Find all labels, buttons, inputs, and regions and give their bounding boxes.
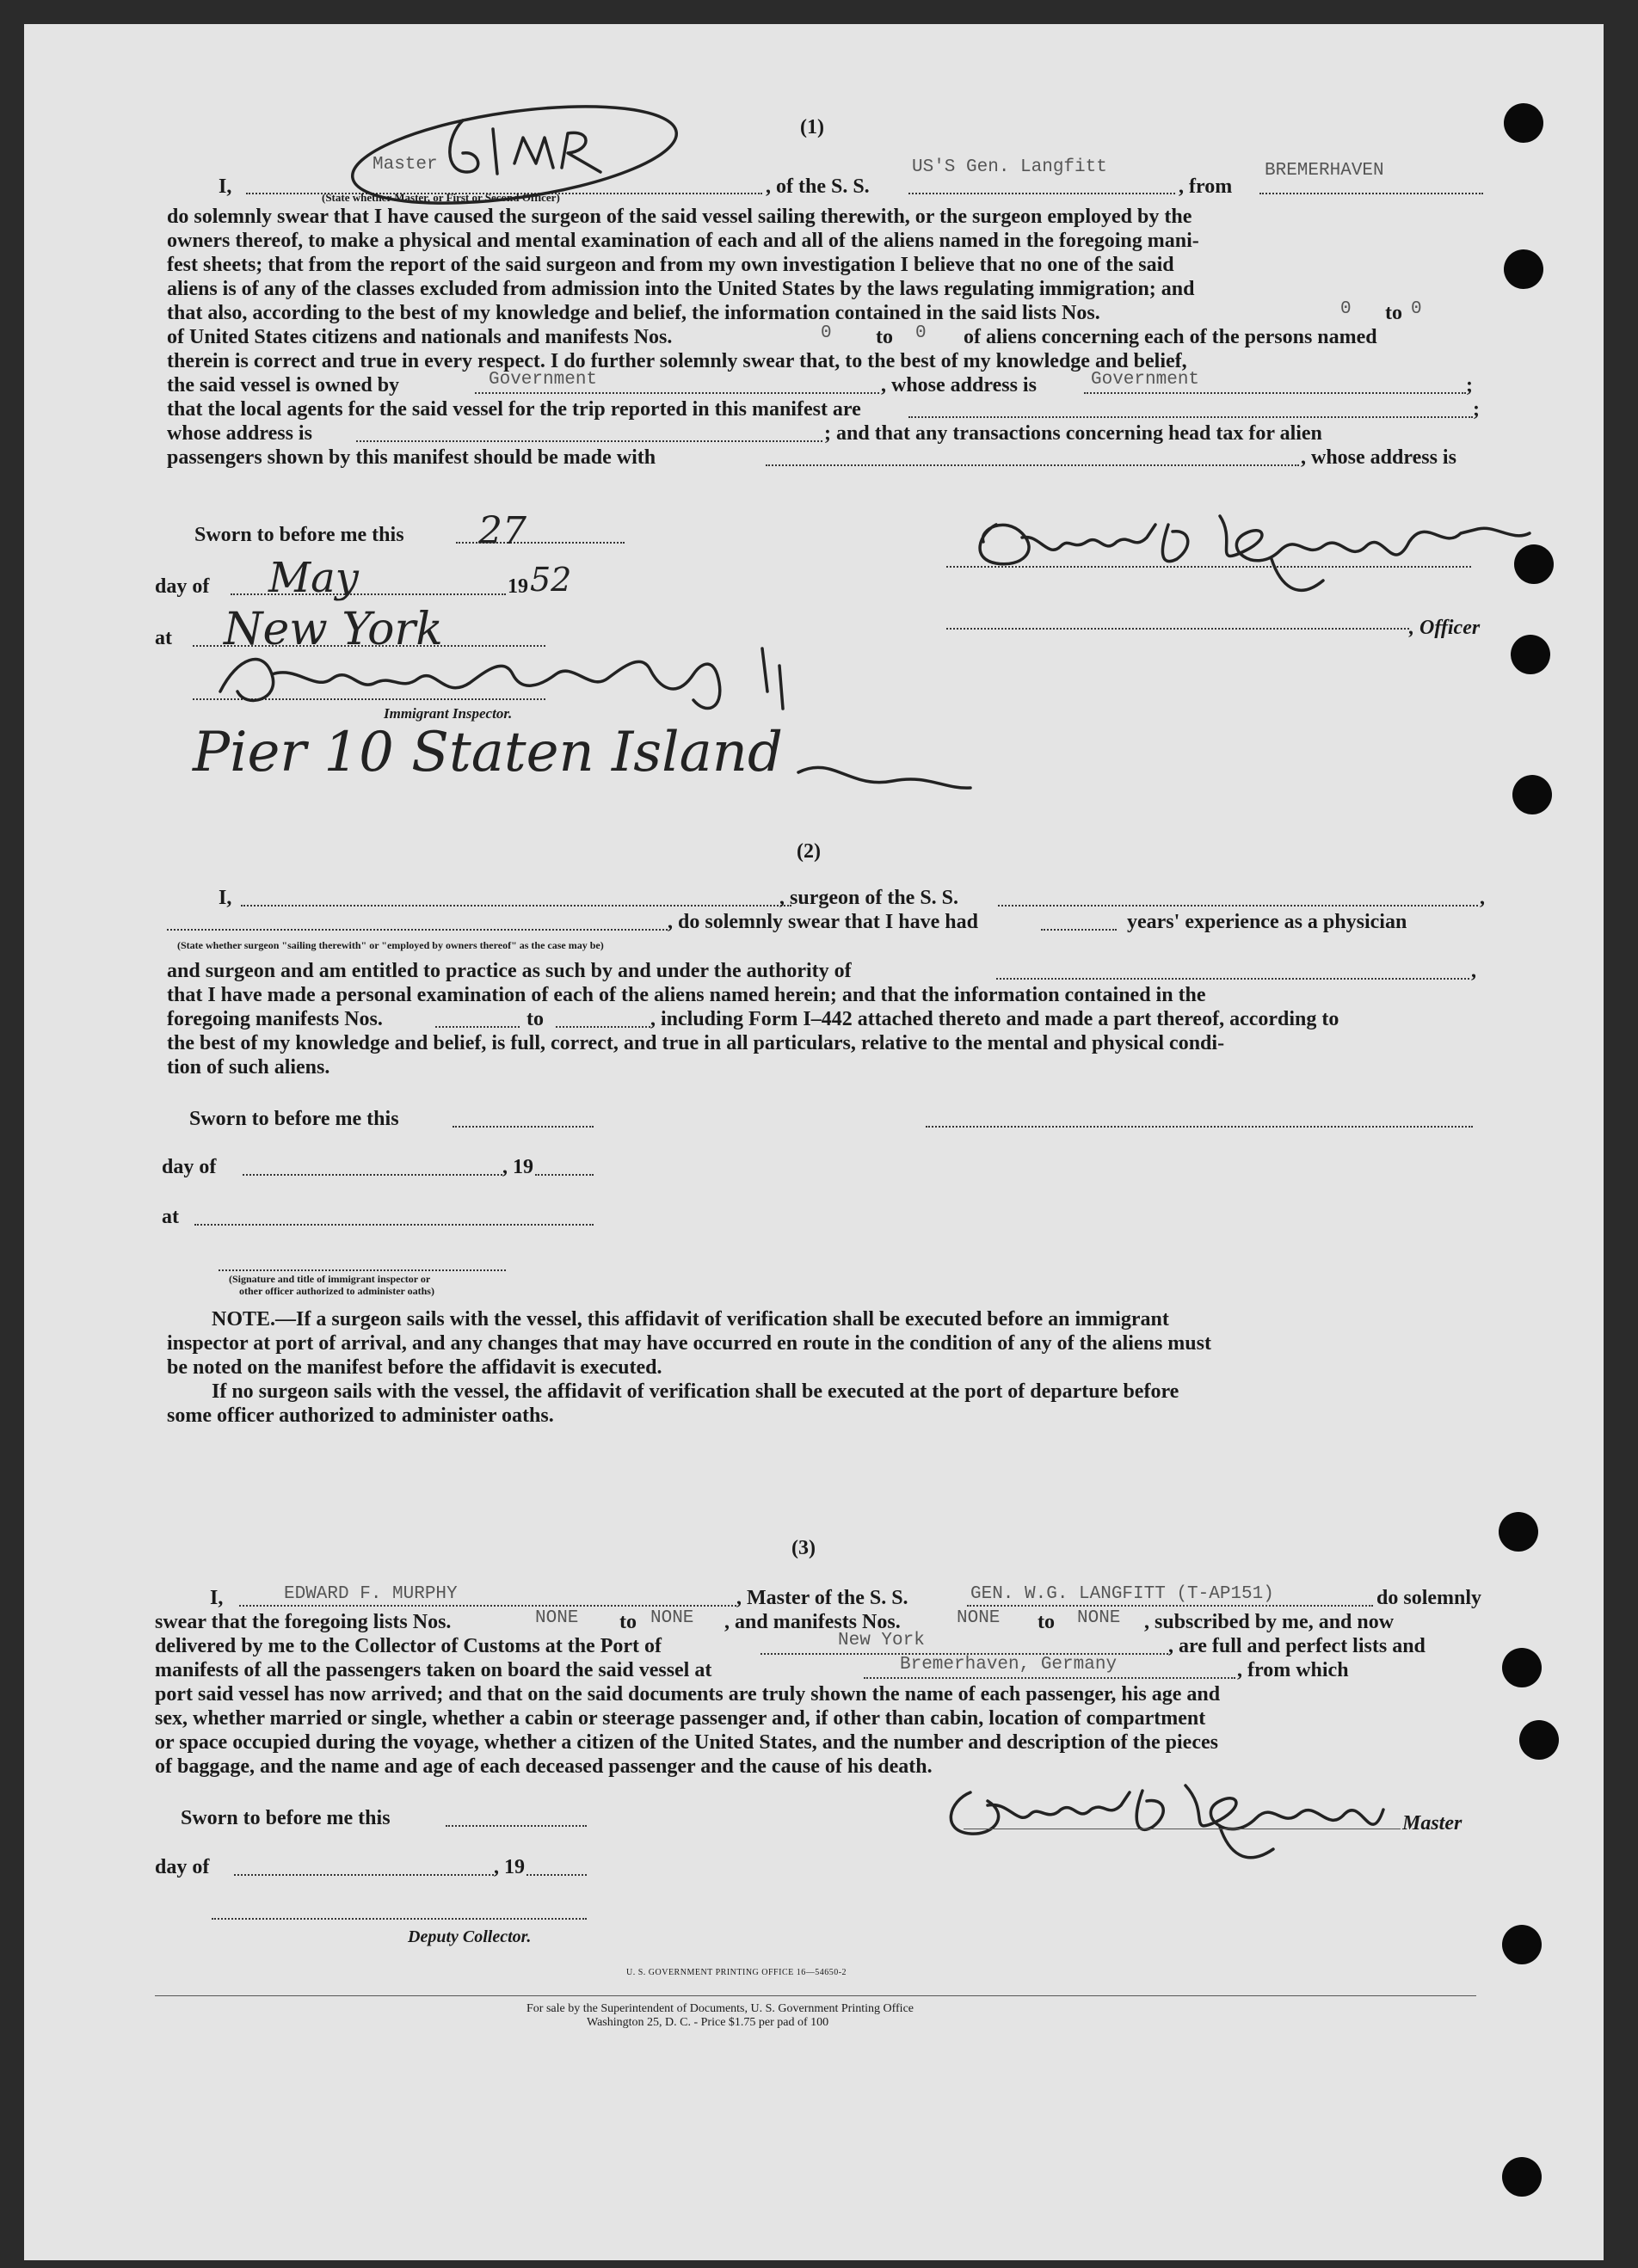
s2-sig-caption-2: other officer authorized to administer oaths) — [239, 1285, 434, 1297]
s3-line-7: or space occupied during the voyage, whether a citizen of the United States, and the number and description of the pieces — [155, 1731, 1218, 1754]
s2-day-of-label: day of — [162, 1156, 217, 1178]
s3-year-line — [526, 1874, 587, 1876]
agents-address-line — [356, 440, 822, 442]
s1-line-9: that the local agents for the said vessel for the trip reported in this manifest are — [167, 398, 861, 421]
section-2-i: I, — [219, 887, 232, 909]
owner-value: Government — [489, 370, 598, 390]
circled-annotation — [342, 103, 687, 241]
surgeon-of-label: , surgeon of the S. S. — [779, 887, 959, 909]
master-caption: Master — [1402, 1812, 1462, 1835]
officer-caption: , Officer — [1409, 617, 1481, 639]
manifests-to-label: to — [876, 326, 893, 348]
binder-hole — [1502, 1925, 1542, 1964]
s2-line-5: tion of such aliens. — [167, 1056, 330, 1079]
vessel-line — [908, 193, 1175, 194]
s3-lists-from: NONE — [535, 1608, 579, 1628]
s2-manifests-from-line — [435, 1026, 520, 1028]
note-line-1: NOTE.—If a surgeon sails with the vessel, this affidavit of verification shall be executed before an immigrant — [212, 1308, 1169, 1331]
note-line-3: be noted on the manifest before the affidavit is executed. — [167, 1356, 662, 1379]
s3-line-4a: manifests of all the passengers taken on board the said vessel at — [155, 1659, 712, 1681]
s1-line-3: fest sheets; that from the report of the said surgeon and from my own investigation I believe that no one of the said — [167, 254, 1174, 276]
agents-semicolon: ; — [1473, 398, 1480, 421]
s3-manifests-from: NONE — [957, 1608, 1001, 1628]
s1-at-label: at — [155, 627, 172, 649]
s3-dep-port-value: Bremerhaven, Germany — [900, 1655, 1118, 1675]
s1-sworn-label: Sworn to before me this — [194, 524, 404, 546]
lists-from: 0 — [1340, 299, 1352, 319]
note-line-4: If no surgeon sails with the vessel, the affidavit of verification shall be executed at the port of departure before — [212, 1380, 1179, 1403]
s1-line-8: the said vessel is owned by — [167, 374, 400, 396]
s1-year-prefix: 19 — [508, 575, 528, 598]
s3-line-8: of baggage, and the name and age of each deceased passenger and the cause of his death. — [155, 1755, 933, 1778]
lists-to-label: to — [1385, 302, 1402, 324]
of-ss-label: , of the S. S. — [766, 175, 870, 198]
s3-lists-to: NONE — [650, 1608, 694, 1628]
s3-vessel-value: GEN. W.G. LANGFITT (T-AP151) — [970, 1584, 1274, 1604]
binder-hole — [1504, 103, 1543, 143]
s2-inspector-line — [219, 1269, 506, 1271]
s2-year-line — [535, 1174, 594, 1176]
pier-note: Pier 10 Staten Island — [193, 721, 783, 784]
lists-to: 0 — [1411, 299, 1422, 319]
s3-line-5: port said vessel has now arrived; and that on the said documents are truly shown the name of each passenger, his age and — [155, 1683, 1221, 1706]
manifests-tail: of aliens concerning each of the persons named — [964, 326, 1377, 348]
section-3-number: (3) — [791, 1537, 816, 1559]
s3-line-4b: , from which — [1237, 1659, 1349, 1681]
section-3-i: I, — [210, 1587, 224, 1609]
surgeon-status-line — [167, 929, 668, 931]
years-label: years' experience as a physician — [1127, 911, 1407, 933]
port-value: BREMERHAVEN — [1265, 161, 1384, 181]
s3-to-label-1: to — [619, 1611, 637, 1633]
footer-sale-2: Washington 25, D. C. - Price $1.75 per pad of 100 — [587, 2016, 829, 2029]
rank-value: Master — [373, 155, 438, 175]
rank-caption: (State whether Master, or First or Second Officer) — [322, 191, 560, 204]
binder-hole — [1502, 2157, 1542, 2197]
s2-form-tail: , including Form I–442 attached thereto and made a part thereof, according to — [650, 1008, 1339, 1030]
s3-master-signature — [936, 1767, 1418, 1870]
s1-master-signature — [962, 499, 1581, 611]
section-1-i: I, — [219, 175, 232, 198]
authority-line — [996, 978, 1469, 980]
s2-month-line — [243, 1174, 502, 1176]
owner-line — [475, 392, 879, 394]
s3-swear-tail: do solemnly — [1376, 1587, 1482, 1609]
s2-to-label: to — [526, 1008, 544, 1030]
s1-line-7: therein is correct and true in every respect. I do further solemnly swear that, to the best of my knowledge and belief, — [167, 350, 1187, 372]
agents-line — [908, 416, 1473, 418]
s1-line-1: do solemnly swear that I have caused the surgeon of the said vessel sailing therewith, or the surgeon employed by the — [167, 206, 1192, 228]
authority-semicolon: , — [1471, 960, 1476, 982]
binder-hole — [1512, 775, 1552, 814]
binder-hole — [1504, 249, 1543, 289]
vessel-value: US'S Gen. Langfitt — [912, 157, 1107, 177]
s3-sworn-day-line — [446, 1825, 587, 1827]
footer-sale-1: For sale by the Superintendent of Documents, U. S. Government Printing Office — [526, 2002, 914, 2015]
surgeon-vessel-comma: , — [1480, 887, 1485, 909]
s3-line-2a: swear that the foregoing lists Nos. — [155, 1611, 452, 1633]
s3-year-label: , 19 — [494, 1856, 525, 1878]
s2-sworn-label: Sworn to before me this — [189, 1108, 399, 1130]
s3-dep-port-line — [864, 1677, 1235, 1679]
s1-line-11: passengers shown by this manifest should be made with — [167, 446, 656, 469]
surgeon-status-caption: (State whether surgeon "sailing therewith" or "employed by owners thereof" as the case may be) — [177, 939, 604, 951]
inspector-caption: Immigrant Inspector. — [384, 705, 513, 722]
s2-line-4: the best of my knowledge and belief, is full, correct, and true in all particulars, relative to the mental and physical condi- — [167, 1032, 1225, 1054]
s2-line-1: and surgeon and am entitled to practice as such by and under the authority of — [167, 960, 852, 982]
deputy-collector-line — [212, 1918, 587, 1920]
manifests-from: 0 — [821, 323, 832, 343]
s2-at-label: at — [162, 1206, 179, 1228]
binder-hole — [1502, 1648, 1542, 1687]
inspector-signature — [212, 640, 814, 717]
s2-sworn-day-line — [453, 1126, 594, 1128]
port-line — [1259, 193, 1483, 194]
binder-hole — [1519, 1720, 1559, 1760]
s1-year-suffix: 52 — [530, 561, 572, 599]
s3-line-3b: , are full and perfect lists and — [1168, 1635, 1426, 1657]
s2-surgeon-signature-line — [926, 1126, 1473, 1128]
manifests-to: 0 — [915, 323, 927, 343]
s3-line-3a: delivered by me to the Collector of Customs at the Port of — [155, 1635, 662, 1657]
s3-port-value: New York — [838, 1631, 925, 1650]
s1-sworn-day: 27 — [478, 509, 526, 553]
years-line — [1041, 929, 1117, 931]
from-label: , from — [1179, 175, 1233, 198]
owner-address-line — [1084, 392, 1466, 394]
s2-line-3: foregoing manifests Nos. — [167, 1008, 383, 1030]
owner-address-label: , whose address is — [881, 374, 1037, 396]
s1-sworn-place: New York — [224, 604, 443, 655]
s2-line-2: that I have made a personal examination of each of the aliens named herein; and that the information contained in the — [167, 984, 1206, 1006]
s3-line-6: sex, whether married or single, whether a cabin or steerage passenger and, if other than cabin, location of compartment — [155, 1707, 1206, 1730]
owner-address-value: Government — [1091, 370, 1200, 390]
s1-officer-line — [946, 628, 1409, 630]
master-of-label: , Master of the S. S. — [736, 1587, 908, 1609]
binder-hole — [1511, 635, 1550, 674]
s1-line-10: whose address is — [167, 422, 312, 445]
headtax-tail: , whose address is — [1301, 446, 1456, 469]
note-line-5: some officer authorized to administer oaths. — [167, 1404, 554, 1427]
section-1-number: (1) — [800, 116, 824, 138]
footer-rule — [155, 1995, 1476, 1996]
circled-annotation-text — [454, 112, 457, 136]
s3-day-of-label: day of — [155, 1856, 210, 1878]
surgeon-swear-label: , do solemnly swear that I have had — [668, 911, 978, 933]
s3-manifests-to: NONE — [1077, 1608, 1121, 1628]
pier-note-flourish — [798, 747, 1005, 798]
s1-line-6: of United States citizens and nationals and manifests Nos. — [167, 326, 673, 348]
s2-sig-caption-1: (Signature and title of immigrant inspector or — [229, 1273, 431, 1285]
section-2-number: (2) — [797, 840, 821, 863]
note-line-2: inspector at port of arrival, and any changes that may have occurred en route in the condition of any of the aliens must — [167, 1332, 1211, 1355]
headtax-line — [766, 464, 1299, 466]
s1-line-5: that also, according to the best of my knowledge and belief, the information contained in the said lists Nos. — [167, 302, 1100, 324]
s3-sworn-label: Sworn to before me this — [181, 1807, 391, 1829]
s3-manifests-label: , and manifests Nos. — [724, 1611, 901, 1633]
owner-semicolon: ; — [1466, 374, 1473, 396]
binder-hole — [1499, 1512, 1538, 1552]
master-name-value: EDWARD F. MURPHY — [284, 1584, 458, 1604]
s1-line-4: aliens is of any of the classes excluded from admission into the United States by the laws regulating immigration; and — [167, 278, 1195, 300]
s2-manifests-to-line — [556, 1026, 650, 1028]
agents-address-tail: ; and that any transactions concerning head tax for alien — [824, 422, 1322, 445]
surgeon-name-line — [241, 905, 791, 907]
s3-month-line — [234, 1874, 494, 1876]
s3-to-label-2: to — [1038, 1611, 1055, 1633]
s1-day-of-label: day of — [155, 575, 210, 598]
manifest-sheet — [24, 24, 1604, 2260]
s2-year-label: , 19 — [502, 1156, 533, 1178]
s3-subscribed: , subscribed by me, and now — [1144, 1611, 1395, 1633]
deputy-collector-caption: Deputy Collector. — [408, 1927, 532, 1946]
surgeon-vessel-line — [998, 905, 1478, 907]
gpo-imprint: U. S. GOVERNMENT PRINTING OFFICE 16—54650-2 — [626, 1968, 847, 1977]
s1-line-2: owners thereof, to make a physical and mental examination of each and all of the aliens named in the foregoing mani- — [167, 230, 1199, 252]
s1-sworn-month: May — [268, 554, 359, 602]
s2-at-line — [194, 1224, 594, 1226]
